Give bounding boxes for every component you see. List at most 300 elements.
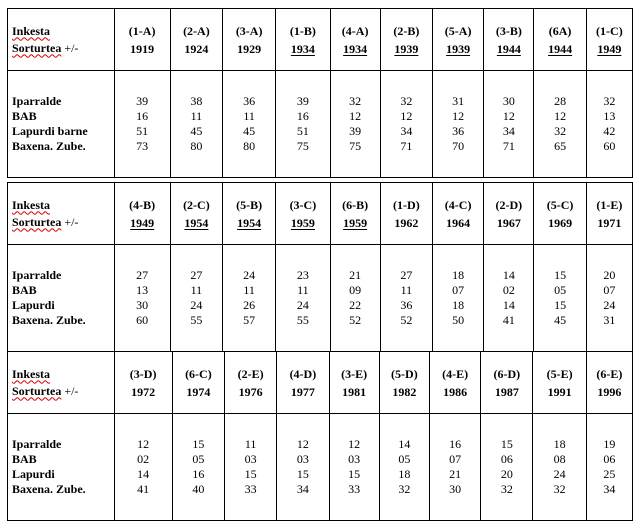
value: 06: [500, 452, 513, 466]
birth-year: [587, 214, 632, 232]
value: 33: [244, 482, 257, 496]
column-header: [533, 352, 586, 414]
value: 32: [603, 94, 616, 108]
values-cell: [330, 71, 380, 178]
survey-code: (6-B): [342, 197, 369, 212]
birth-year-text: 1924: [184, 41, 209, 56]
value: 55: [190, 313, 203, 327]
survey-code: (1-C): [596, 23, 623, 38]
birth-year: [223, 40, 275, 58]
value: 12: [296, 437, 309, 451]
value: 38: [190, 94, 203, 108]
birth-year-text: 1987: [494, 384, 519, 399]
values-cell: [330, 245, 380, 352]
values-cell: [484, 71, 534, 178]
value: 11: [190, 109, 203, 123]
value: 12: [348, 437, 361, 451]
inkesta-text: Inkesta: [12, 23, 51, 38]
row-label: Iparralde: [12, 437, 62, 451]
header-row: [8, 9, 633, 71]
value: 34: [502, 124, 515, 138]
survey-code: (6A): [548, 23, 572, 38]
survey-code: (5-D): [391, 366, 418, 381]
value: 23: [296, 268, 309, 282]
column-header: [534, 183, 586, 245]
birth-year-text: 1962: [394, 215, 419, 230]
values-cell: [225, 414, 277, 521]
value: 07: [452, 283, 465, 297]
value: 11: [243, 283, 255, 297]
column-header: [172, 352, 224, 414]
row-label: Lapurdi barne: [12, 124, 88, 138]
birth-year: [171, 40, 222, 58]
value: 15: [192, 437, 205, 451]
value: 15: [500, 437, 513, 451]
survey-table-3: [7, 351, 633, 521]
value: 11: [244, 437, 257, 451]
column-header: [114, 352, 172, 414]
value: 05: [554, 283, 567, 297]
value: 75: [349, 139, 362, 153]
birth-year-text: 1964: [446, 215, 471, 230]
sorturtea-label: [12, 40, 114, 57]
value: 40: [192, 482, 205, 496]
birth-year: [380, 383, 429, 401]
values-cell: [276, 245, 330, 352]
birth-year-text: 1939: [394, 41, 419, 56]
birth-year: [587, 383, 632, 401]
birth-year-text: 1996: [597, 384, 622, 399]
survey-code: (1-D): [393, 197, 420, 212]
value: 51: [136, 124, 149, 138]
birth-year-text: 1944: [496, 41, 521, 56]
values-cell: [484, 245, 534, 352]
value: 41: [502, 313, 515, 327]
inkesta-label: [12, 23, 114, 40]
survey-code: (6-D): [493, 366, 521, 381]
value: 34: [400, 124, 413, 138]
birth-year: [115, 40, 170, 58]
value: 34: [603, 482, 616, 496]
header-row: [8, 352, 633, 414]
birth-year-text: 1976: [238, 384, 263, 399]
value: 16: [136, 109, 149, 123]
column-header: [429, 352, 480, 414]
values-cell: [379, 414, 429, 521]
survey-code: (5-A): [444, 23, 472, 38]
birth-year: [277, 383, 328, 401]
survey-code: (1-A): [128, 23, 156, 38]
birth-year: [381, 40, 432, 58]
survey-code: (3-A): [235, 23, 263, 38]
birth-year: [115, 214, 170, 232]
birth-year: [481, 383, 532, 401]
column-header: [379, 352, 429, 414]
column-header: [276, 9, 330, 71]
value: 45: [243, 124, 256, 138]
birth-year-text: 1944: [548, 41, 573, 56]
birth-year: [534, 214, 585, 232]
column-header: [484, 183, 534, 245]
sorturtea-text: Sorturtea: [12, 383, 62, 398]
header-row: [8, 183, 633, 245]
survey-code: (4-A): [341, 23, 369, 38]
value: 20: [603, 268, 616, 282]
value: 26: [243, 298, 256, 312]
value: 03: [348, 452, 361, 466]
birth-year-text: 1971: [597, 215, 622, 230]
values-cell: [429, 414, 480, 521]
column-header: [114, 183, 170, 245]
birth-year: [430, 383, 480, 401]
value: 12: [400, 109, 413, 123]
value: 57: [243, 313, 256, 327]
value: 36: [243, 94, 256, 108]
plusminus-text: +/-: [64, 214, 79, 229]
birth-year-text: 1919: [130, 41, 155, 56]
value: 30: [502, 94, 515, 108]
row-labels-cell: [8, 414, 115, 521]
birth-year-text: 1982: [392, 384, 417, 399]
value: 07: [603, 283, 616, 297]
value: 15: [348, 467, 361, 481]
value: 02: [137, 452, 150, 466]
value: 71: [400, 139, 413, 153]
values-cell: [534, 71, 586, 178]
value: 18: [553, 437, 566, 451]
row-label: Lapurdi: [12, 298, 55, 312]
values-cell: [170, 71, 222, 178]
column-header: [534, 9, 586, 71]
value: 65: [554, 139, 567, 153]
birth-year: [225, 383, 276, 401]
values-cell: [586, 71, 632, 178]
survey-code: (4-B): [129, 197, 156, 212]
value: 18: [398, 467, 411, 481]
value: 15: [554, 298, 567, 312]
survey-table-1: [7, 8, 633, 178]
value: 13: [136, 283, 149, 297]
value: 36: [452, 124, 465, 138]
plusminus-text: +/-: [64, 40, 79, 55]
value: 08: [553, 452, 566, 466]
birth-year-text: 1974: [186, 384, 211, 399]
birth-year: [433, 214, 483, 232]
survey-code: (2-A): [183, 23, 210, 38]
value: 11: [400, 283, 413, 297]
column-header: [329, 352, 379, 414]
value: 18: [452, 268, 465, 282]
values-cell: [533, 414, 586, 521]
inkesta-text: Inkesta: [12, 197, 51, 212]
birth-year-text: 1949: [597, 41, 622, 56]
value: 50: [452, 313, 465, 327]
value: 11: [243, 109, 255, 123]
value: 27: [400, 268, 413, 282]
value: 80: [243, 139, 256, 153]
value: 14: [398, 437, 411, 451]
values-cell: [534, 245, 586, 352]
value: 03: [244, 452, 257, 466]
value: 41: [137, 482, 150, 496]
value: 32: [554, 124, 567, 138]
plusminus-text: +/-: [64, 383, 79, 398]
column-header: [114, 9, 170, 71]
value: 32: [500, 482, 513, 496]
birth-year-text: 1939: [446, 41, 471, 56]
value: 13: [603, 109, 616, 123]
survey-code: (5-E): [546, 366, 573, 381]
value: 75: [296, 139, 309, 153]
value: 24: [190, 298, 203, 312]
value: 31: [452, 94, 465, 108]
column-header: [223, 183, 276, 245]
birth-year-text: 1986: [443, 384, 468, 399]
values-cell: [380, 245, 432, 352]
value: 15: [244, 467, 257, 481]
column-header: [586, 9, 632, 71]
value: 12: [452, 109, 465, 123]
value: 12: [137, 437, 150, 451]
value: 52: [400, 313, 413, 327]
birth-year-text: 1959: [343, 215, 368, 230]
value: 71: [502, 139, 515, 153]
value: 32: [349, 94, 362, 108]
column-header: [481, 352, 533, 414]
value: 32: [398, 482, 411, 496]
value: 51: [296, 124, 309, 138]
survey-code: (5-B): [236, 197, 263, 212]
birth-year: [587, 40, 632, 58]
row-labels-cell: [8, 245, 115, 352]
value: 55: [296, 313, 309, 327]
values-cell: [276, 71, 330, 178]
value: 80: [190, 139, 203, 153]
birth-year: [484, 214, 533, 232]
value: 20: [500, 467, 513, 481]
value: 22: [349, 298, 362, 312]
row-label: BAB: [12, 452, 37, 466]
birth-year-text: 1934: [343, 41, 368, 56]
value: 12: [502, 109, 515, 123]
survey-code: (6-C): [185, 366, 212, 381]
value: 30: [449, 482, 462, 496]
birth-year-text: 1972: [131, 384, 156, 399]
values-cell: [277, 414, 329, 521]
value: 28: [554, 94, 567, 108]
inkesta-label: [12, 366, 114, 383]
survey-code: (2-E): [237, 366, 264, 381]
row-label: Iparralde: [12, 268, 62, 282]
birth-year: [534, 40, 585, 58]
inkesta-text: Inkesta: [12, 366, 51, 381]
birth-year-text: 1954: [184, 215, 209, 230]
value: 05: [398, 452, 411, 466]
value: 73: [136, 139, 149, 153]
values-cell: [586, 414, 632, 521]
data-row: [8, 245, 633, 352]
value: 33: [348, 482, 361, 496]
birth-year-text: 1969: [548, 215, 573, 230]
value: 45: [554, 313, 567, 327]
data-row: [8, 414, 633, 521]
values-cell: [172, 414, 224, 521]
value: 39: [349, 124, 362, 138]
value: 45: [190, 124, 203, 138]
data-row: [8, 71, 633, 178]
value: 24: [296, 298, 309, 312]
inkesta-label: [12, 197, 114, 214]
column-header: [586, 183, 632, 245]
birth-year: [276, 40, 329, 58]
birth-year: [331, 40, 380, 58]
value: 09: [349, 283, 362, 297]
column-header: [330, 9, 380, 71]
header-label-cell: [8, 183, 115, 245]
values-cell: [170, 245, 222, 352]
row-label: BAB: [12, 109, 37, 123]
survey-code: (4-C): [444, 197, 472, 212]
value: 24: [603, 298, 616, 312]
value: 42: [603, 124, 616, 138]
value: 52: [349, 313, 362, 327]
birth-year: [381, 214, 432, 232]
values-cell: [481, 414, 533, 521]
values-cell: [380, 71, 432, 178]
value: 27: [190, 268, 203, 282]
value: 03: [296, 452, 309, 466]
survey-code: (5-C): [546, 197, 574, 212]
birth-year-text: 1959: [290, 215, 315, 230]
values-cell: [586, 245, 632, 352]
survey-code: (3-B): [495, 23, 522, 38]
value: 15: [554, 268, 567, 282]
value: 30: [136, 298, 149, 312]
value: 31: [603, 313, 616, 327]
birth-year: [276, 214, 329, 232]
value: 11: [190, 283, 203, 297]
value: 19: [603, 437, 616, 451]
values-cell: [223, 245, 276, 352]
value: 02: [502, 283, 515, 297]
sorturtea-label: [12, 383, 114, 400]
value: 16: [296, 109, 309, 123]
value: 14: [137, 467, 150, 481]
sorturtea-label: [12, 214, 114, 231]
column-header: [380, 9, 432, 71]
birth-year: [533, 383, 585, 401]
value: 05: [192, 452, 205, 466]
value: 18: [452, 298, 465, 312]
survey-code: (1-B): [289, 23, 316, 38]
sorturtea-text: Sorturtea: [12, 214, 62, 229]
birth-year: [433, 40, 483, 58]
birth-year: [331, 214, 380, 232]
value: 16: [192, 467, 205, 481]
column-header: [225, 352, 277, 414]
value: 15: [296, 467, 309, 481]
birth-year-text: 1977: [290, 384, 315, 399]
birth-year-text: 1949: [130, 215, 155, 230]
birth-year-text: 1929: [237, 41, 262, 56]
value: 27: [136, 268, 149, 282]
sorturtea-text: Sorturtea: [12, 40, 62, 55]
values-cell: [114, 71, 170, 178]
value: 14: [502, 268, 515, 282]
values-cell: [223, 71, 276, 178]
value: 60: [136, 313, 149, 327]
value: 24: [553, 467, 566, 481]
value: 14: [502, 298, 515, 312]
survey-code: (2-C): [183, 197, 210, 212]
value: 11: [297, 283, 309, 297]
column-header: [170, 9, 222, 71]
value: 34: [296, 482, 309, 496]
value: 12: [349, 109, 362, 123]
values-cell: [433, 245, 484, 352]
column-header: [223, 9, 276, 71]
value: 39: [136, 94, 149, 108]
values-cell: [433, 71, 484, 178]
row-label: BAB: [12, 283, 37, 297]
value: 16: [449, 437, 462, 451]
birth-year: [173, 383, 224, 401]
value: 21: [349, 268, 362, 282]
values-cell: [114, 245, 170, 352]
birth-year: [171, 214, 222, 232]
column-header: [380, 183, 432, 245]
column-header: [433, 9, 484, 71]
value: 21: [449, 467, 462, 481]
survey-code: (3-C): [289, 197, 317, 212]
survey-code: (4-D): [289, 366, 317, 381]
survey-code: (3-D): [129, 366, 157, 381]
value: 07: [449, 452, 462, 466]
column-header: [433, 183, 484, 245]
row-label: Baxena. Zube.: [12, 139, 86, 153]
header-label-cell: [8, 352, 115, 414]
row-label: Iparralde: [12, 94, 62, 108]
column-header: [484, 9, 534, 71]
row-labels-cell: [8, 71, 115, 178]
value: 70: [452, 139, 465, 153]
value: 60: [603, 139, 616, 153]
birth-year: [115, 383, 172, 401]
survey-code: (2-D): [495, 197, 523, 212]
survey-table-2: [7, 182, 633, 352]
birth-year: [223, 214, 275, 232]
birth-year-text: 1967: [496, 215, 521, 230]
survey-code: (4-E): [442, 366, 469, 381]
value: 39: [296, 94, 309, 108]
survey-code: (3-E): [341, 366, 368, 381]
value: 36: [400, 298, 413, 312]
birth-year-text: 1981: [342, 384, 367, 399]
birth-year: [484, 40, 533, 58]
value: 24: [243, 268, 256, 282]
values-cell: [329, 414, 379, 521]
column-header: [586, 352, 632, 414]
value: 32: [400, 94, 413, 108]
survey-code: (6-E): [596, 366, 623, 381]
header-label-cell: [8, 9, 115, 71]
values-cell: [114, 414, 172, 521]
column-header: [277, 352, 329, 414]
value: 12: [554, 109, 567, 123]
value: 32: [553, 482, 566, 496]
column-header: [170, 183, 222, 245]
row-label: Baxena. Zube.: [12, 482, 86, 496]
